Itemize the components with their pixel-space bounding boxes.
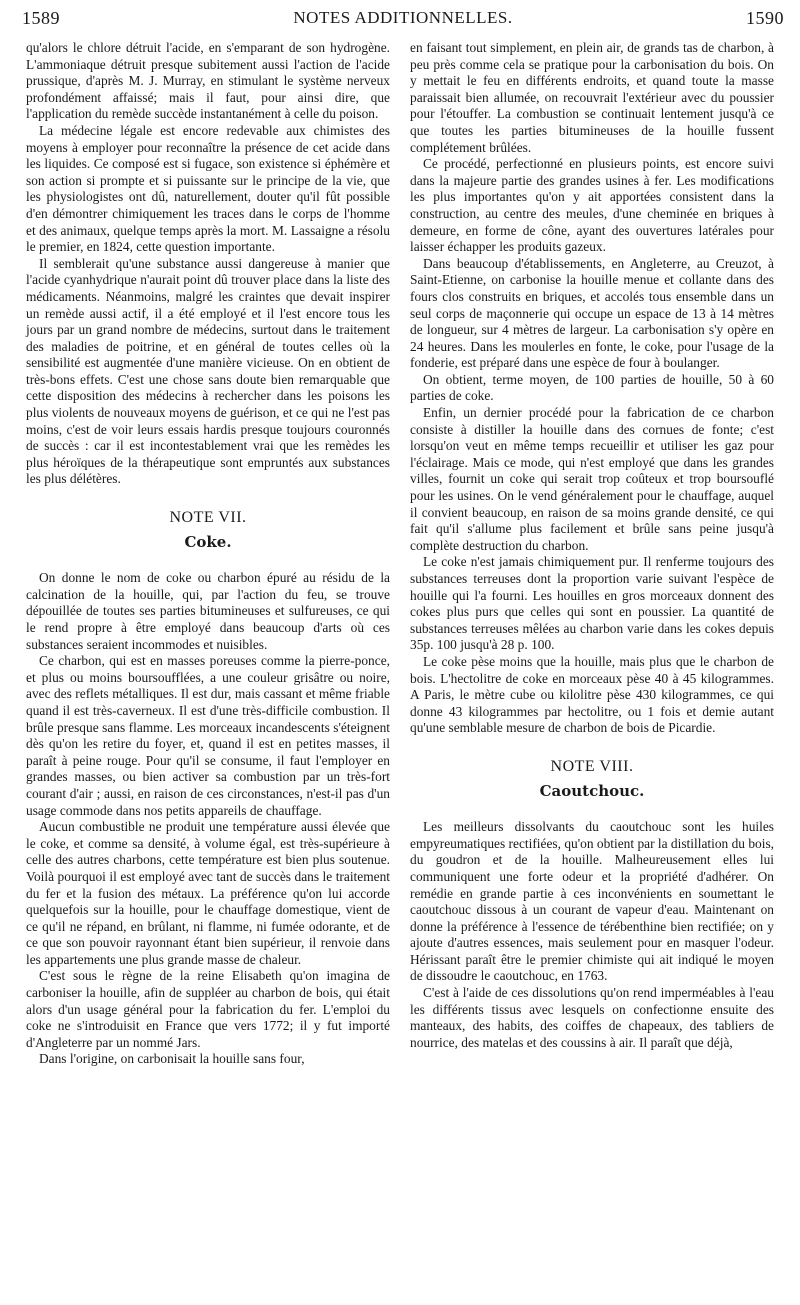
right-column bbox=[410, 40, 774, 1051]
paragraph: Le coke n'est jamais chimiquement pur. Il renferme toujours des substances terreuses dont la proportion varie suivant l'espèce de houille qui l'a fourni. Les houilles en gros morceaux donnent des cokes plus purs que celles qui sont en poussier. La quantité de substances terreuses mêlées au charbon varie dans les cokes depuis 35p. 100 jusqu'à 28 p. 100. bbox=[410, 554, 774, 653]
note-heading: NOTE VIII. bbox=[550, 757, 634, 775]
paragraph: Dans l'origine, on carbonisait la houille sans four, bbox=[39, 1051, 305, 1067]
paragraph: Dans beaucoup d'établissements, en Angleterre, au Creuzot, à Saint-Etienne, on carbonise la houille menue et collante dans des fours clos construits en briques, et accolés tous ensemble dans un seul corps de maçonnerie qui occupe un espace de 13 à 14 mètres de longueur, sur 4 mètres de largeur. La carbonisation s'y opère en 24 heures. Dans les moulerles en fonte, le coke, pour l'usage de la fonderie, est préparé dans une espèce de four à boulanger. bbox=[410, 255, 774, 371]
paragraph: Aucun combustible ne produit une température aussi élevée que le coke, et comme sa densité, à volume égal, est très-supérieure à celle des autres charbons, cette température est bien plus soutenue. Voilà pourquoi il est employé avec tant de succès dans le traitement du fer et la fusion des métaux. La préférence qu'on lui accorde quelquefois sur la houille, pour le chauffage domestique, vient de ce qu'il ne répand, en brûlant, ni flamme, ni fumée odorante, et de ce que son pouvoir rayonnant étant bien supérieur, il renvoie dans les appartements une plus grande masse de chaleur. bbox=[26, 819, 390, 967]
note-heading: NOTE VII. bbox=[169, 509, 247, 527]
running-title: NOTES ADDITIONNELLES. bbox=[293, 8, 513, 27]
page-number-right: 1590 bbox=[746, 8, 784, 28]
paragraph: Ce procédé, perfectionné en plusieurs points, est encore suivi dans la majeure partie des grandes usines à fer. Les modifications les plus importantes qu'on y ait apportées consistent dans la construction, au centre des meules, d'une cheminée en briques à demeure, en forme de cône, ayant des ouvertures latérales pour laisser échapper les produits gazeux. bbox=[410, 156, 774, 255]
paragraph: Enfin, un dernier procédé pour la fabrication de ce charbon consiste à distiller la houille dans des cornues de fonte; c'est lorsqu'on veut en même temps recueillir et utiliser les gaz pour l'éclairage. Mais ce mode, qui n'est employé que dans les grandes villes, fournit un coke qui serait trop coûteux et trop boursouflé pour les usines. On le vend généralement pour le chauffage, auquel il convient beaucoup, en raison de sa moins grande densité, ce qui fait qu'il s'allume plus facilement et brûle sans peine jusqu'à complète destruction du charbon. bbox=[410, 405, 774, 553]
page-header bbox=[22, 8, 784, 32]
paragraph: Ce charbon, qui est en masses poreuses comme la pierre-ponce, et plus ou moins boursoufflées, a une couleur grisâtre ou noire, avec des reflets métalliques. Il est dur, mais cassant et même friable quand il est très-caverneux. Il est d'une très-difficile combustion. Il brûle presque sans flamme. Les morceaux incandescents s'éteignent dès qu'on les retire du foyer, et, quand il est en petites masses, il paraît à peine rouge. Pour qu'il se consume, il faut l'employer en grandes masses, ou bien activer sa combustion par un très-fort courant d'air ; aussi, en raison de ces circonstances, n'est-il pas d'un usage commode dans nos petits appareils de chauffage. bbox=[26, 653, 390, 818]
paragraph: qu'alors le chlore détruit l'acide, en s'emparant de son hydrogène. L'ammoniaque détruit presque subitement aussi l'action de l'acide prussique, d'après M. J. Murray, en stimulant le système nerveux profondément affaissé; mais il faut, pour ainsi dire, que l'application du remède succède instantanément à celle du poison. bbox=[26, 40, 390, 122]
paragraph: Le coke pèse moins que la houille, mais plus que le charbon de bois. L'hectolitre de coke en morceaux pèse 40 à 45 kilogrammes. A Paris, le mètre cube ou kilolitre pèse 430 kilogrammes, ce qui donne 43 kilogrammes par hectolitre, ou 1 fois et demie autant qu'une semblable mesure de charbon de bois de Picardie. bbox=[410, 653, 774, 736]
paragraph: On obtient, terme moyen, de 100 parties de houille, 50 à 60 parties de coke. bbox=[410, 371, 774, 404]
note-subject: Coke. bbox=[184, 532, 232, 551]
paragraph: Les meilleurs dissolvants du caoutchouc sont les huiles empyreumatiques rectifiées, qu'on obtient par la distillation du bois, du goudron et de la houille. Malheureusement elles lui communiquent une forte odeur et la propriété d'adhérer. On remédie en grande partie à ces inconvénients en soumettant le caoutchouc dissous à un courant de vapeur d'eau. Maintenant on donne la préférence à l'essence de térébenthine bien rectifiée; on y ajoute d'autres essences, mais seulement pour en masquer l'odeur. Hérissant paraît être le premier chimiste qui ait indiqué le moyen de dissoudre le caoutchouc, en 1763. bbox=[410, 819, 774, 984]
paragraph: en faisant tout simplement, en plein air, de grands tas de charbon, à peu près comme cela se pratique pour la carbonisation du bois. On y mettait le feu en différents endroits, et quand toute la masse paraissait bien allumée, on recouvrait l'extérieur avec du poussier pour l'étouffer. La combustion se continuait lentement jusqu'à ce que toutes les parties bitumineuses de la houille fussent complétement brûlées. bbox=[410, 40, 774, 155]
paragraph: Il semblerait qu'une substance aussi dangereuse à manier que l'acide cyanhydrique n'aurait point dû trouver place dans la liste des médicaments. Néanmoins, malgré les craintes que devait inspirer un remède aussi actif, il a été employé et il l'est encore tous les jours par un grand nombre de médecins, surtout dans le traitement des maladies de poitrine, et en général de toutes celles où la sensibilité est augmentée d'une manière vicieuse. On en obtient de très-bons effets. C'est une chose sans doute bien remarquable que cette disposition des médecins à rechercher dans les poisons les plus violents de nouveaux moyens de guérison, et ce qui ne l'est pas moins, c'est de voir leurs essais hardis presque toujours couronnés de succès : car il est incontestablement vrai que les remèdes les plus héroïques de la thérapeutique sont empruntés aux substances les plus délétères. bbox=[26, 255, 390, 487]
paragraph: On donne le nom de coke ou charbon épuré au résidu de la calcination de la houille, qui, par l'action du feu, se trouve dépouillée de toutes ses parties bitumineuses et sulfureuses, ce qui le rend propre à être employé dans beaucoup d'arts où ces substances seraient incommodes et nuisibles. bbox=[26, 570, 390, 652]
note-subject: Caoutchouc. bbox=[539, 781, 645, 800]
left-column bbox=[26, 40, 390, 1068]
paragraph: La médecine légale est encore redevable aux chimistes des moyens à employer pour reconnaître la présence de cet acide dans les liquides. Ce composé est si fugace, son existence si éphémère et son action si prompte et si puissante sur le principe de la vie, que les physiologistes ont dû, naturellement, douter qu'il fût possible d'en démontrer chimiquement les traces dans le corps de l'homme et des animaux, quelque temps après la mort. M. Lassaigne a résolu le premier, en 1824, cette question importante. bbox=[26, 122, 390, 255]
paragraph: C'est à l'aide de ces dissolutions qu'on rend imperméables à l'eau les différents tissus avec lesquels on confectionne ensuite des manteaux, des habits, des coiffes de chapeaux, des tabliers de nourrice, des matelas et des coussins à air. Il paraît que déjà, bbox=[410, 985, 774, 1050]
paragraph: C'est sous le règne de la reine Elisabeth qu'on imagina de carboniser la houille, afin de suppléer au charbon de bois, qui était alors d'un usage général pour la fabrication du fer. L'emploi du coke ne s'introduisit en France que vers 1772; il y fut importé d'Angleterre par un nommé Jars. bbox=[26, 968, 390, 1050]
page-number-left: 1589 bbox=[22, 8, 60, 28]
